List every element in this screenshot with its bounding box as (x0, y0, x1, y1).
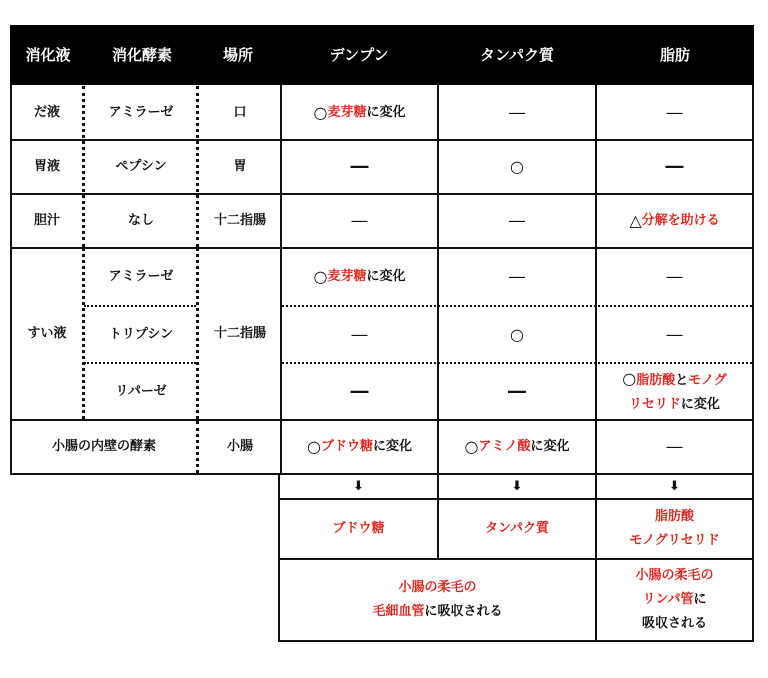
product-starch: ブドウ糖 (332, 521, 385, 536)
row-suieki-lipase-fat: ○脂肪酸とモノグ リセリドに変化 (622, 368, 727, 412)
row-ieki-fat: ― (665, 156, 684, 177)
row-suieki-amylase-protein: ― (509, 267, 525, 286)
circle-mark: ○ (313, 267, 328, 286)
product-fat: 脂肪酸 モノグリセリド (629, 509, 720, 548)
row-suieki-trypsin-starch: ― (351, 324, 368, 344)
header-starch: デンプン (329, 46, 389, 64)
circle-mark: ○ (313, 103, 328, 122)
product-protein: タンパク質 (484, 521, 550, 536)
row-suieki-trypsin-protein: ○ (510, 324, 524, 344)
row-daeki-liquid: だ液 (33, 105, 60, 120)
triangle-mark: △ (629, 211, 642, 230)
row-tanju-fat: △ 分解を助ける (597, 195, 752, 247)
row-suieki-lipase-starch: ― (350, 380, 369, 402)
row-suieki-lipase-protein: ― (508, 380, 526, 402)
circle-mark: ○ (464, 437, 479, 456)
arrow-down-icon: ⬇ (511, 478, 523, 494)
row-ieki-liquid: 胃液 (33, 159, 60, 174)
row-suieki-amylase-fat: ― (666, 267, 683, 286)
row-ieki-starch: ― (350, 156, 369, 177)
row-daeki-place: 口 (233, 105, 247, 120)
row-tanju-place: 十二指腸 (213, 213, 266, 228)
row-shocho-starch: ○ ブドウ糖 に変化 (282, 421, 437, 473)
header-liquid: 消化液 (25, 46, 71, 64)
row-suieki-amylase-starch: ○ 麦芽糖 に変化 (282, 249, 437, 305)
row-shocho-place: 小腸 (226, 439, 253, 454)
header-protein: タンパク質 (480, 46, 554, 64)
row-daeki-starch: ○ 麦芽糖 に変化 (282, 87, 437, 139)
circle-mark: ○ (622, 368, 637, 388)
row-tanju-liquid: 胆汁 (33, 213, 60, 228)
row-suieki-liquid: すい液 (27, 326, 67, 341)
row-tanju-starch: ― (351, 211, 368, 230)
row-daeki-enzyme: アミラーゼ (108, 105, 174, 120)
absorption-capillary: 小腸の柔毛の 毛細血管に吸収される (372, 580, 503, 619)
row-daeki-protein: ― (509, 103, 525, 122)
row-tanju-enzyme: なし (127, 213, 154, 228)
row-ieki-protein: ○ (510, 157, 524, 176)
row-suieki-enzyme-amylase: アミラーゼ (108, 269, 174, 284)
row-suieki-enzyme-trypsin: トリプシン (108, 326, 174, 342)
row-shocho-protein: ○ アミノ酸 に変化 (439, 421, 595, 473)
row-shocho-fat: ― (666, 437, 683, 456)
circle-mark: ○ (307, 437, 321, 456)
header-place: 場所 (222, 46, 253, 64)
arrow-down-icon: ⬇ (669, 478, 680, 494)
row-suieki-place: 十二指腸 (213, 326, 266, 341)
absorption-lymph: 小腸の柔毛の リンパ管に 吸収される (635, 568, 714, 631)
row-suieki-enzyme-lipase: リパーゼ (115, 383, 167, 399)
header-fat: 脂肪 (659, 46, 690, 64)
row-suieki-trypsin-fat: ― (666, 324, 683, 344)
row-ieki-place: 胃 (233, 159, 247, 174)
row-daeki-fat: ― (666, 103, 683, 122)
arrow-down-icon: ⬇ (353, 478, 364, 494)
row-tanju-protein: ― (509, 211, 525, 230)
header-enzyme: 消化酵素 (111, 46, 172, 64)
row-shocho-liquid-enzyme: 小腸の内壁の酵素 (51, 439, 156, 454)
row-ieki-enzyme: ペプシン (115, 159, 167, 174)
